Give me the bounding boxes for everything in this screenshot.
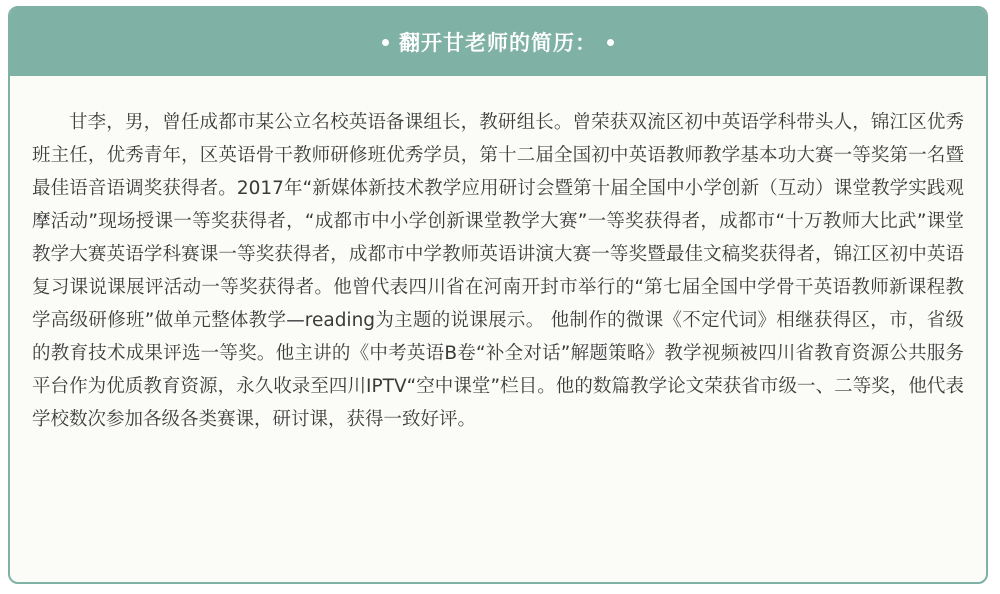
bullet-dot-icon <box>607 39 614 46</box>
card-header <box>10 8 986 76</box>
resume-card <box>8 6 988 584</box>
bullet-dot-icon <box>382 39 389 46</box>
bio-body <box>10 76 986 436</box>
header-title: 翻开甘老师的简历： <box>399 31 597 55</box>
bio-paragraph: 甘李，男，曾任成都市某公立名校英语备课组长，教研组长。曾荣获双流区初中英语学科带头人，锦江区优秀班主任，优秀青年，区英语骨干教师研修班优秀学员，第十二届全国初中英语教师教学基本功大赛一等奖第一名暨最佳语音语调奖获得者。2017年“新媒体新技术教学应用研讨会暨第十届全国中小学创新（互动）课堂教学实践观摩活动”现场授课一等奖获得者，“成都市中小学创新课堂教学大赛”一等奖获得者，成都市“十万教师大比武”课堂教学大赛英语学科赛课一等奖获得者，成都市中学教师英语讲演大赛一等奖暨最佳文稿奖获得者，锦江区初中英语复习课说课展评活动一等奖获得者。他曾代表四川省在河南开封市举行的“第七届全国中学骨干英语教师新课程教学高级研修班”做单元整体教学—reading为主题的说课展示。 他制作的微课《不定代词》相继获得区，市，省级的教育技术成果评选一等奖。他主讲的《中考英语B卷“补全对话”解题策略》教学视频被四川省教育资源公共服务平台作为优质教育资源，永久收录至四川IPTV“空中课堂”栏目。他的数篇教学论文荣获省市级一、二等奖，他代表学校数次参加各级各类赛课，研讨课，获得一致好评。 <box>32 112 964 430</box>
